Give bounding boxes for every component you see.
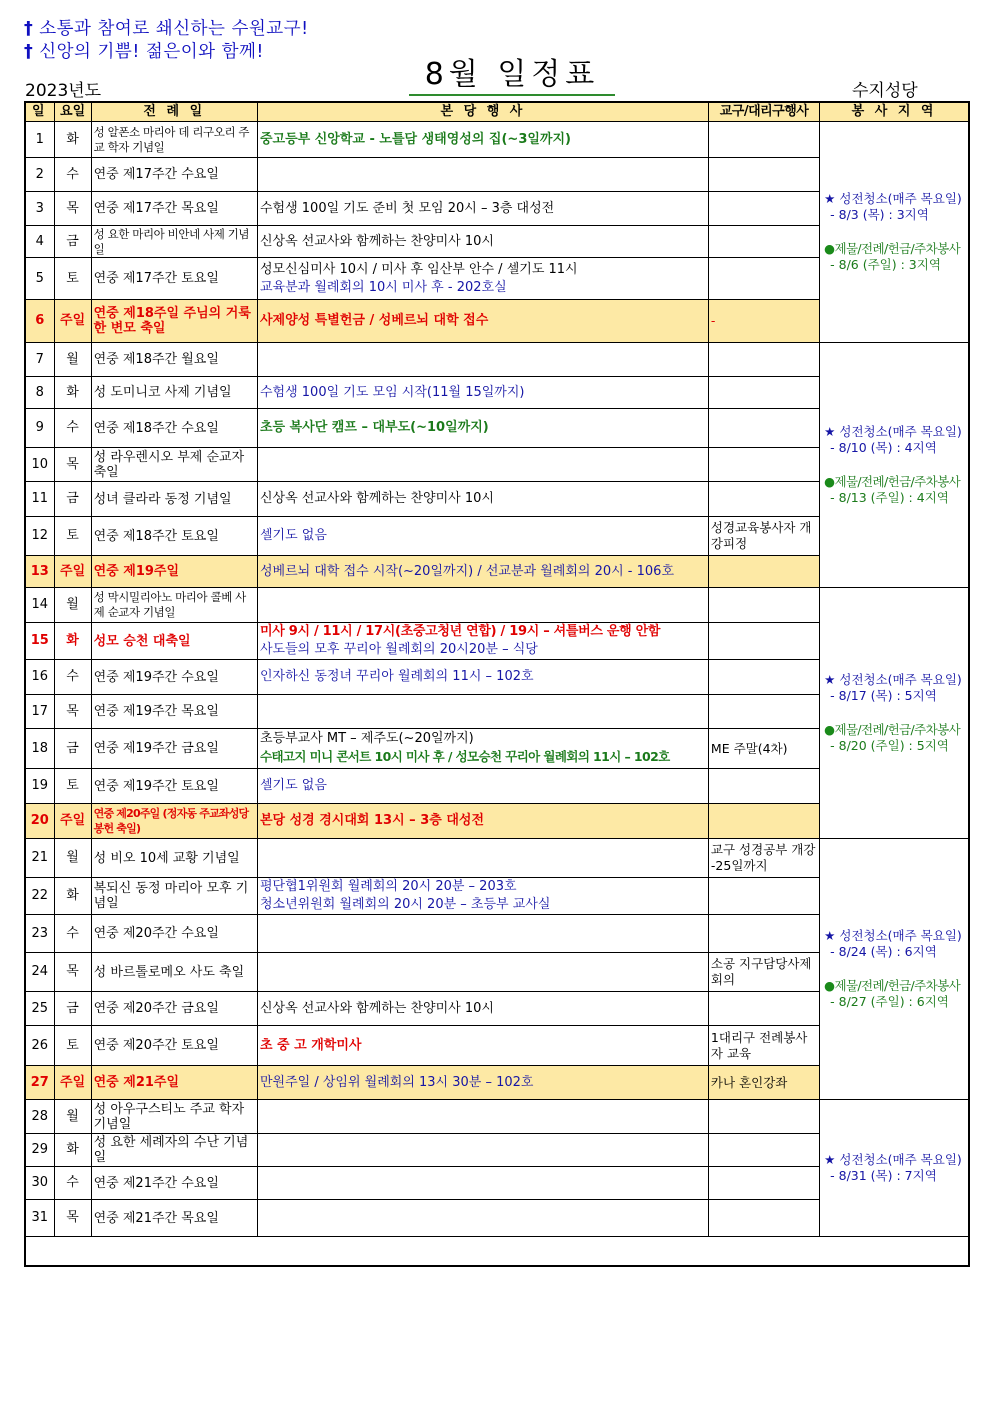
diocese-cell xyxy=(708,482,819,517)
weekday-cell: 수 xyxy=(54,915,91,953)
weekday-cell: 주일 xyxy=(54,556,91,588)
diocese-cell: ME 주말(4차) xyxy=(708,729,819,769)
star-icon: ★ xyxy=(824,424,836,439)
liturgy-cell: 성 막시밀리아노 마리아 콜베 사제 순교자 기념일 xyxy=(91,588,257,623)
volunteer-service-line xyxy=(824,241,965,257)
volunteer-clean-date xyxy=(824,440,965,456)
col-header-liturgy: 전 례 일 xyxy=(91,102,257,122)
liturgy-cell: 연중 제17주간 수요일 xyxy=(91,158,257,192)
event-text: 셀기도 없음 xyxy=(259,778,327,793)
day-cell: 11 xyxy=(25,482,54,517)
weekday-cell: 월 xyxy=(54,343,91,377)
event-line xyxy=(260,878,706,896)
events-cell xyxy=(257,1134,708,1167)
volunteer-cell xyxy=(820,1100,969,1237)
service-date: - 8/20 (주일) : 5지역 xyxy=(830,738,949,753)
events-cell xyxy=(257,158,708,192)
diocese-cell: 1대리구 전례봉사자 교육 xyxy=(708,1026,819,1066)
spacer xyxy=(824,456,965,474)
slogan-text-1: 소통과 참여로 쇄신하는 수원교구! xyxy=(39,19,309,39)
events-cell xyxy=(257,1066,708,1100)
weekday-cell: 수 xyxy=(54,409,91,448)
day-cell: 26 xyxy=(25,1026,54,1066)
event-text: 미사 9시 / 11시 / 17시(초중고청년 연합) / 19시 – 셔틀버스 운행 안함 xyxy=(259,624,661,639)
day-cell: 5 xyxy=(25,258,54,300)
day-cell: 24 xyxy=(25,953,54,992)
service-date: - 8/27 (주일) : 6지역 xyxy=(830,994,949,1009)
volunteer-clean-line xyxy=(824,424,965,440)
clean-label: 성전청소(매주 목요일) xyxy=(839,928,962,943)
event-text: 수험생 100일 기도 모임 시작(11월 15일까지) xyxy=(259,384,525,400)
day-cell: 20 xyxy=(25,804,54,839)
diocese-cell xyxy=(708,915,819,953)
day-cell: 12 xyxy=(25,517,54,556)
day-cell: 27 xyxy=(25,1066,54,1100)
event-line xyxy=(260,528,706,544)
event-text: 사제양성 특별헌금 / 성베르뇌 대학 접수 xyxy=(259,313,489,328)
liturgy-cell: 연중 제20주간 수요일 xyxy=(91,915,257,953)
day-cell: 8 xyxy=(25,377,54,409)
diocese-cell xyxy=(708,695,819,729)
event-line xyxy=(260,1001,706,1017)
liturgy-cell: 연중 제18주일 주님의 거룩한 변모 축일 xyxy=(91,300,257,343)
volunteer-clean-line xyxy=(824,928,965,944)
events-cell xyxy=(257,660,708,695)
day-cell: 30 xyxy=(25,1167,54,1200)
dot-icon: ● xyxy=(824,722,835,737)
event-line xyxy=(260,261,706,279)
day-cell: 2 xyxy=(25,158,54,192)
weekday-cell: 수 xyxy=(54,158,91,192)
weekday-cell: 토 xyxy=(54,769,91,804)
diocese-cell xyxy=(708,192,819,226)
day-cell: 4 xyxy=(25,226,54,258)
event-text: 신상옥 선교사와 함께하는 찬양미사 10시 xyxy=(259,491,494,506)
day-cell: 18 xyxy=(25,729,54,769)
star-icon: ★ xyxy=(824,672,836,687)
liturgy-cell: 연중 제21주간 목요일 xyxy=(91,1200,257,1237)
day-cell: 29 xyxy=(25,1134,54,1167)
volunteer-clean-line xyxy=(824,672,965,688)
event-line xyxy=(260,313,706,329)
liturgy-cell: 성 라우렌시오 부제 순교자 축일 xyxy=(91,448,257,482)
event-line xyxy=(260,623,706,641)
volunteer-cell xyxy=(820,588,969,839)
diocese-cell xyxy=(708,1167,819,1200)
volunteer-clean-date xyxy=(824,207,965,223)
diocese-cell xyxy=(708,1100,819,1134)
liturgy-cell: 성 도미니코 사제 기념일 xyxy=(91,377,257,409)
events-cell xyxy=(257,377,708,409)
diocese-cell xyxy=(708,660,819,695)
events-cell xyxy=(257,122,708,158)
clean-date: - 8/31 (목) : 7지역 xyxy=(830,1168,937,1183)
clean-label: 성전청소(매주 목요일) xyxy=(839,424,962,439)
day-cell: 31 xyxy=(25,1200,54,1237)
spacer xyxy=(824,704,965,722)
event-text: 청소년위원회 월례회의 20시 20분 – 초등부 교사실 xyxy=(259,897,551,912)
event-line xyxy=(260,132,706,148)
diocese-cell xyxy=(708,878,819,915)
cross-icon: † xyxy=(24,42,34,62)
diocese-cell xyxy=(708,556,819,588)
volunteer-clean-line xyxy=(824,1152,965,1168)
liturgy-cell: 연중 제21주간 수요일 xyxy=(91,1167,257,1200)
weekday-cell: 목 xyxy=(54,695,91,729)
event-line xyxy=(260,491,706,507)
liturgy-cell: 연중 제20주간 금요일 xyxy=(91,992,257,1026)
weekday-cell: 목 xyxy=(54,192,91,226)
volunteer-clean-date xyxy=(824,944,965,960)
event-text: 본당 성경 경시대회 13시 – 3층 대성전 xyxy=(259,813,485,828)
event-line xyxy=(260,564,706,580)
event-line xyxy=(260,896,706,914)
col-header-events: 본 당 행 사 xyxy=(257,102,708,122)
liturgy-cell: 연중 제18주간 토요일 xyxy=(91,517,257,556)
clean-label: 성전청소(매주 목요일) xyxy=(839,191,962,206)
volunteer-cell xyxy=(820,343,969,588)
dot-icon: ● xyxy=(824,241,835,256)
spacer xyxy=(824,223,965,241)
weekday-cell: 목 xyxy=(54,448,91,482)
event-line xyxy=(260,234,706,250)
diocese-cell xyxy=(708,804,819,839)
liturgy-cell: 연중 제17주간 목요일 xyxy=(91,192,257,226)
events-cell xyxy=(257,588,708,623)
weekday-cell: 목 xyxy=(54,953,91,992)
weekday-cell: 토 xyxy=(54,258,91,300)
cross-icon: † xyxy=(24,19,34,39)
events-cell xyxy=(257,992,708,1026)
service-date: - 8/13 (주일) : 4지역 xyxy=(830,490,949,505)
event-text: 수험생 100일 기도 준비 첫 모임 20시 – 3층 대성전 xyxy=(259,200,555,216)
events-cell xyxy=(257,915,708,953)
diocese-cell xyxy=(708,623,819,660)
liturgy-cell: 연중 제18주간 수요일 xyxy=(91,409,257,448)
volunteer-service-line xyxy=(824,978,965,994)
event-line xyxy=(260,669,706,685)
clean-date: - 8/10 (목) : 4지역 xyxy=(830,440,937,455)
events-cell xyxy=(257,1167,708,1200)
table-row xyxy=(25,1100,969,1134)
diocese-cell xyxy=(708,226,819,258)
liturgy-cell: 성모 승천 대축일 xyxy=(91,623,257,660)
col-header-volunteer: 봉 사 지 역 xyxy=(820,102,969,122)
volunteer-service-date xyxy=(824,490,965,506)
table-row xyxy=(25,839,969,878)
events-cell xyxy=(257,1026,708,1066)
star-icon: ★ xyxy=(824,928,836,943)
diocese-cell xyxy=(708,122,819,158)
diocese-cell: 교구 성경공부 개강 -25일까지 xyxy=(708,839,819,878)
diocese-cell xyxy=(708,343,819,377)
liturgy-cell: 성녀 클라라 동정 기념일 xyxy=(91,482,257,517)
weekday-cell: 화 xyxy=(54,623,91,660)
weekday-cell: 주일 xyxy=(54,1066,91,1100)
day-cell: 21 xyxy=(25,839,54,878)
volunteer-cell xyxy=(820,122,969,343)
events-cell xyxy=(257,804,708,839)
day-cell: 22 xyxy=(25,878,54,915)
events-cell xyxy=(257,839,708,878)
slogan-text-2: 신앙의 기쁨! 젊은이와 함께! xyxy=(39,42,264,62)
day-cell: 25 xyxy=(25,992,54,1026)
day-cell: 7 xyxy=(25,343,54,377)
liturgy-cell: 연중 제19주간 수요일 xyxy=(91,660,257,695)
event-text: 초 중 고 개학미사 xyxy=(259,1037,362,1053)
diocese-cell: 소공 지구담당사제회의 xyxy=(708,953,819,992)
weekday-cell: 화 xyxy=(54,878,91,915)
event-text: 교육분과 월례회의 10시 미사 후 - 202호실 xyxy=(259,279,507,295)
weekday-cell: 월 xyxy=(54,1100,91,1134)
liturgy-cell: 성 알폰소 마리아 데 리구오리 주교 학자 기념일 xyxy=(91,122,257,158)
weekday-cell: 목 xyxy=(54,1200,91,1237)
event-line xyxy=(260,730,706,748)
event-text: 만원주일 / 상임위 월례회의 13시 30분 – 102호 xyxy=(259,1074,534,1090)
weekday-cell: 토 xyxy=(54,1026,91,1066)
diocese-cell xyxy=(708,377,819,409)
day-cell: 28 xyxy=(25,1100,54,1134)
event-text: 초등부교사 MT – 제주도(~20일까지) xyxy=(259,731,474,746)
diocese-cell xyxy=(708,992,819,1026)
liturgy-cell: 연중 제18주간 월요일 xyxy=(91,343,257,377)
table-header-row xyxy=(25,102,969,122)
liturgy-cell: 성 요한 세례자의 수난 기념일 xyxy=(91,1134,257,1167)
day-cell: 13 xyxy=(25,556,54,588)
events-cell xyxy=(257,300,708,343)
day-cell: 9 xyxy=(25,409,54,448)
events-cell xyxy=(257,878,708,915)
events-cell xyxy=(257,448,708,482)
event-line xyxy=(260,1038,706,1054)
diocese-cell xyxy=(708,409,819,448)
table-row xyxy=(25,122,969,158)
diocese-cell xyxy=(708,1200,819,1237)
star-icon: ★ xyxy=(824,1152,836,1167)
event-line xyxy=(260,201,706,217)
year-label: 2023년도 xyxy=(25,81,102,101)
liturgy-cell: 성 아우구스티노 주교 학자 기념일 xyxy=(91,1100,257,1134)
empty-footer-cell xyxy=(25,1237,969,1267)
page-title: 8월 일정표 xyxy=(409,57,615,96)
volunteer-service-date xyxy=(824,994,965,1010)
event-text: 성모신심미사 10시 / 미사 후 임산부 안수 / 셀기도 11시 xyxy=(259,261,578,277)
weekday-cell: 화 xyxy=(54,1134,91,1167)
event-text: 초등 복사단 캠프 – 대부도(~10일까지) xyxy=(259,420,489,435)
event-line xyxy=(260,641,706,659)
event-line xyxy=(260,385,706,401)
liturgy-cell: 연중 제20주일 (정자동 주교좌성당 봉헌 축일) xyxy=(91,804,257,839)
clean-label: 성전청소(매주 목요일) xyxy=(839,672,962,687)
event-text: 성베르뇌 대학 접수 시작(~20일까지) / 선교분과 월례회의 20시 - 106호 xyxy=(259,563,674,579)
slogan-line-2 xyxy=(24,38,264,63)
service-label: 제물/전례/헌금/주차봉사 xyxy=(834,241,961,256)
events-cell xyxy=(257,695,708,729)
service-date: - 8/6 (주일) : 3지역 xyxy=(830,257,941,272)
events-cell xyxy=(257,409,708,448)
table-footer-row xyxy=(25,1237,969,1267)
event-line xyxy=(260,778,706,794)
service-label: 제물/전례/헌금/주차봉사 xyxy=(834,978,961,993)
volunteer-clean-date xyxy=(824,1168,965,1184)
day-cell: 23 xyxy=(25,915,54,953)
events-cell xyxy=(257,343,708,377)
weekday-cell: 월 xyxy=(54,839,91,878)
diocese-cell: - xyxy=(708,300,819,343)
weekday-cell: 주일 xyxy=(54,300,91,343)
day-cell: 17 xyxy=(25,695,54,729)
liturgy-cell: 복되신 동정 마리아 모후 기념일 xyxy=(91,878,257,915)
clean-label: 성전청소(매주 목요일) xyxy=(839,1152,962,1167)
dot-icon: ● xyxy=(824,978,835,993)
liturgy-cell: 연중 제19주간 목요일 xyxy=(91,695,257,729)
event-line xyxy=(260,1075,706,1091)
weekday-cell: 금 xyxy=(54,226,91,258)
events-cell xyxy=(257,623,708,660)
event-text: 셀기도 없음 xyxy=(259,528,327,543)
diocese-cell: 카나 혼인강좌 xyxy=(708,1066,819,1100)
liturgy-cell: 성 바르톨로메오 사도 축일 xyxy=(91,953,257,992)
col-header-diocese: 교구/대리구행사 xyxy=(708,102,819,122)
diocese-cell xyxy=(708,448,819,482)
event-text: 신상옥 선교사와 함께하는 찬양미사 10시 xyxy=(259,1000,494,1016)
events-cell xyxy=(257,258,708,300)
weekday-cell: 수 xyxy=(54,660,91,695)
day-cell: 19 xyxy=(25,769,54,804)
day-cell: 10 xyxy=(25,448,54,482)
weekday-cell: 화 xyxy=(54,377,91,409)
diocese-cell xyxy=(708,1134,819,1167)
day-cell: 1 xyxy=(25,122,54,158)
day-cell: 3 xyxy=(25,192,54,226)
dot-icon: ● xyxy=(824,474,835,489)
liturgy-cell: 성 요한 마리아 비안네 사제 기념일 xyxy=(91,226,257,258)
event-text: 수태고지 미니 콘서트 10시 미사 후 / 성모승천 꾸리아 월례회의 11시 – 102호 xyxy=(259,749,670,764)
event-text: 중고등부 신앙학교 - 노틀담 생태영성의 집(~3일까지) xyxy=(259,131,571,147)
volunteer-service-date xyxy=(824,257,965,273)
volunteer-service-line xyxy=(824,722,965,738)
day-cell: 16 xyxy=(25,660,54,695)
diocese-cell xyxy=(708,769,819,804)
day-cell: 14 xyxy=(25,588,54,623)
event-text: 사도들의 모후 꾸리아 월례회의 20시20분 – 식당 xyxy=(259,642,538,657)
event-line xyxy=(260,748,706,767)
volunteer-clean-line xyxy=(824,191,965,207)
events-cell xyxy=(257,729,708,769)
weekday-cell: 금 xyxy=(54,992,91,1026)
diocese-cell xyxy=(708,158,819,192)
liturgy-cell: 연중 제17주간 토요일 xyxy=(91,258,257,300)
liturgy-cell: 성 비오 10세 교황 기념일 xyxy=(91,839,257,878)
service-label: 제물/전례/헌금/주차봉사 xyxy=(834,474,961,489)
events-cell xyxy=(257,517,708,556)
clean-date: - 8/17 (목) : 5지역 xyxy=(830,688,937,703)
diocese-cell xyxy=(708,588,819,623)
events-cell xyxy=(257,482,708,517)
weekday-cell: 화 xyxy=(54,122,91,158)
events-cell xyxy=(257,192,708,226)
volunteer-service-line xyxy=(824,474,965,490)
liturgy-cell: 연중 제19주간 토요일 xyxy=(91,769,257,804)
liturgy-cell: 연중 제20주간 토요일 xyxy=(91,1026,257,1066)
events-cell xyxy=(257,1200,708,1237)
events-cell xyxy=(257,556,708,588)
diocese-cell xyxy=(708,258,819,300)
diocese-cell: 성경교육봉사자 개강피정 xyxy=(708,517,819,556)
event-line xyxy=(260,420,706,436)
schedule-table xyxy=(24,101,970,1267)
spacer xyxy=(824,960,965,978)
volunteer-clean-date xyxy=(824,688,965,704)
slogan-line-1 xyxy=(24,15,309,40)
table-row xyxy=(25,588,969,623)
clean-date: - 8/3 (목) : 3지역 xyxy=(830,207,929,222)
events-cell xyxy=(257,1100,708,1134)
liturgy-cell: 연중 제19주간 금요일 xyxy=(91,729,257,769)
weekday-cell: 토 xyxy=(54,517,91,556)
event-line xyxy=(260,279,706,297)
volunteer-cell xyxy=(820,839,969,1100)
weekday-cell: 금 xyxy=(54,729,91,769)
event-text: 인자하신 동정녀 꾸리아 월례회의 11시 – 102호 xyxy=(259,669,534,684)
clean-date: - 8/24 (목) : 6지역 xyxy=(830,944,937,959)
liturgy-cell: 연중 제21주일 xyxy=(91,1066,257,1100)
weekday-cell: 주일 xyxy=(54,804,91,839)
volunteer-service-date xyxy=(824,738,965,754)
parish-name: 수지성당 xyxy=(852,81,918,101)
weekday-cell: 금 xyxy=(54,482,91,517)
star-icon: ★ xyxy=(824,191,836,206)
event-text: 신상옥 선교사와 함께하는 찬양미사 10시 xyxy=(259,233,494,249)
weekday-cell: 월 xyxy=(54,588,91,623)
liturgy-cell: 연중 제19주일 xyxy=(91,556,257,588)
events-cell xyxy=(257,953,708,992)
event-line xyxy=(260,813,706,829)
table-row xyxy=(25,343,969,377)
events-cell xyxy=(257,769,708,804)
weekday-cell: 수 xyxy=(54,1167,91,1200)
day-cell: 15 xyxy=(25,623,54,660)
col-header-weekday: 요일 xyxy=(54,102,91,122)
day-cell: 6 xyxy=(25,300,54,343)
service-label: 제물/전례/헌금/주차봉사 xyxy=(834,722,961,737)
event-text: 평단협1위원회 월례회의 20시 20분 – 203호 xyxy=(259,879,517,894)
events-cell xyxy=(257,226,708,258)
col-header-day: 일 xyxy=(25,102,54,122)
